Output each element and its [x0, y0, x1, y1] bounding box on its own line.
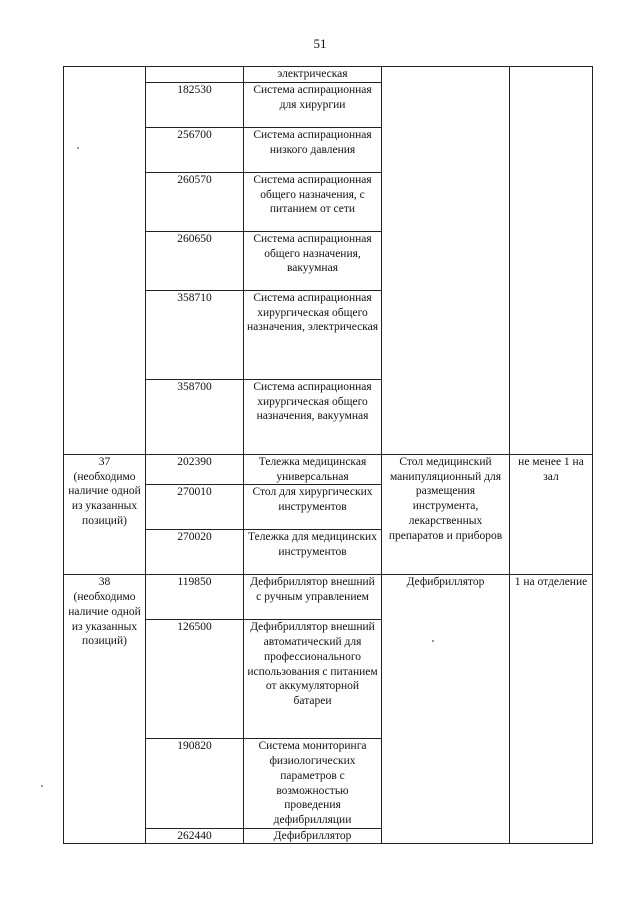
device-type-cell: Система аспирационная общего назначения, вакуумная [244, 232, 382, 291]
position-number-cell: 38 (необходимо наличие одной из указанных позиций) [64, 575, 146, 844]
code-cell: 358710 [146, 291, 244, 380]
device-name-cell [382, 67, 510, 455]
code-cell: 270010 [146, 485, 244, 530]
device-type-cell: Система аспирационная общего назначения, с питанием от сети [244, 173, 382, 232]
code-cell: 260570 [146, 173, 244, 232]
table-row [64, 455, 593, 485]
code-cell: 190820 [146, 739, 244, 828]
position-number-cell: 37 (необходимо наличие одной из указанных позиций) [64, 455, 146, 575]
table-row [64, 575, 593, 620]
quantity-cell [510, 67, 593, 455]
scan-speck [41, 785, 43, 787]
code-cell [146, 67, 244, 83]
device-type-cell: Дефибриллятор [244, 828, 382, 844]
code-cell: 202390 [146, 455, 244, 485]
device-type-cell: Система аспирационная хирургическая общего назначения, электрическая [244, 291, 382, 380]
page-number: 51 [313, 36, 327, 51]
code-cell: 182530 [146, 83, 244, 128]
scan-speck [432, 640, 434, 642]
equipment-table [63, 66, 593, 844]
device-type-cell: Дефибриллятор внешний автоматический для профессионального использования с питанием от аккумуляторной батареи [244, 620, 382, 739]
scan-speck [77, 147, 79, 149]
code-cell: 270020 [146, 530, 244, 575]
device-type-cell: Система мониторинга физиологических параметров с возможностью проведения дефибрилляции [244, 739, 382, 828]
quantity-cell: не менее 1 на зал [510, 455, 593, 575]
position-number-cell [64, 67, 146, 455]
device-type-cell: Тележка медицинская универсальная [244, 455, 382, 485]
device-type-cell: электрическая [244, 67, 382, 83]
code-cell: 262440 [146, 828, 244, 844]
device-name-cell: Стол медицинский манипуляционный для размещения инструмента, лекарственных препаратов и приборов [382, 455, 510, 575]
code-cell: 358700 [146, 380, 244, 455]
code-cell: 256700 [146, 128, 244, 173]
code-cell: 119850 [146, 575, 244, 620]
device-type-cell: Дефибриллятор внешний с ручным управлением [244, 575, 382, 620]
code-cell: 126500 [146, 620, 244, 739]
device-type-cell: Стол для хирургических инструментов [244, 485, 382, 530]
device-type-cell: Система аспирационная для хирургии [244, 83, 382, 128]
device-type-cell: Система аспирационная хирургическая общего назначения, вакуумная [244, 380, 382, 455]
quantity-cell: 1 на отделение [510, 575, 593, 844]
device-type-cell: Система аспирационная низкого давления [244, 128, 382, 173]
device-type-cell: Тележка для медицинских инструментов [244, 530, 382, 575]
code-cell: 260650 [146, 232, 244, 291]
device-name-cell: Дефибриллятор [382, 575, 510, 844]
table-row [64, 67, 593, 83]
